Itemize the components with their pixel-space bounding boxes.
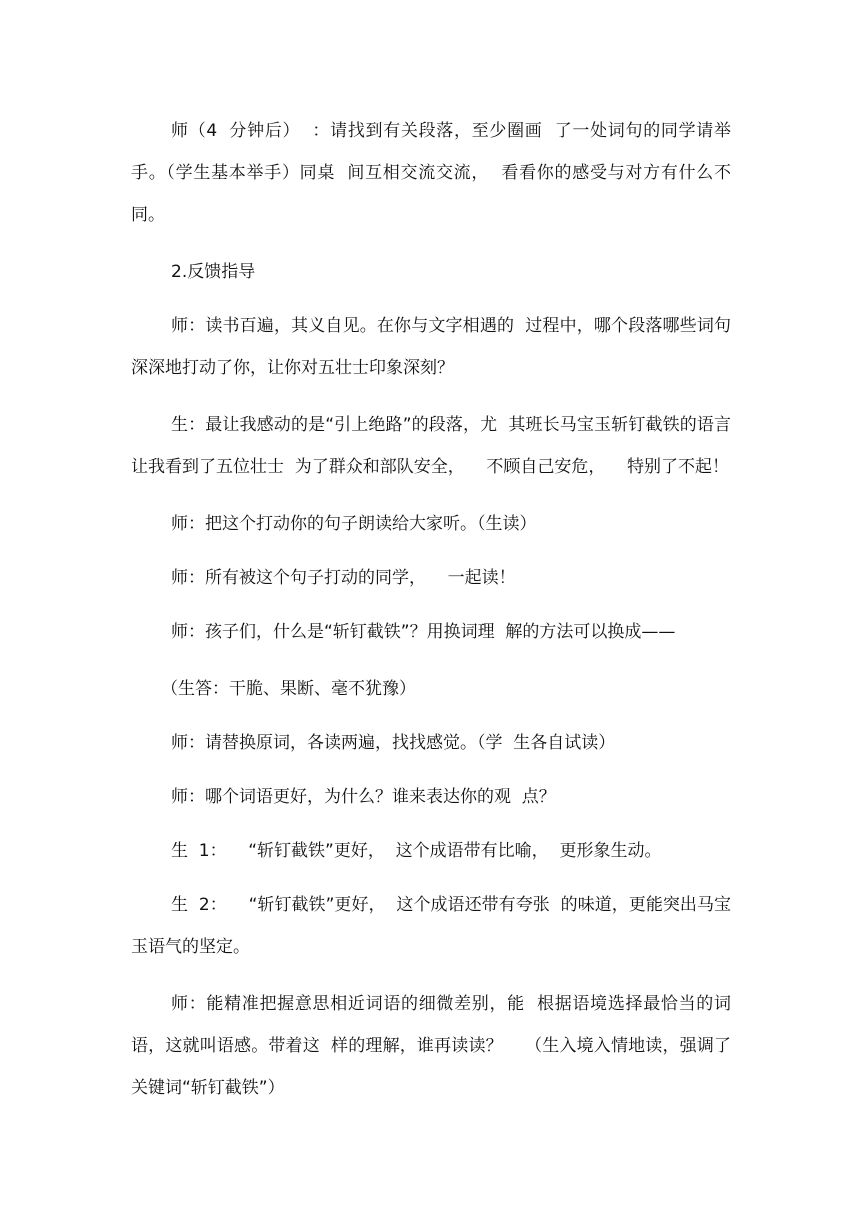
paragraph-word-meaning: 师：孩子们，什么是“斩钉截铁”？用换词理 解的方法可以换成—— <box>171 622 676 642</box>
document-body <box>131 110 753 1124</box>
paragraph-replace-words: 师：请替换原词，各读两遍，找找感觉。（学 生各自试读） <box>171 733 616 753</box>
paragraph-teacher-question: 师：读书百遍，其义自见。在你与文字相遇的 过程中，哪个段落哪些词句深深地打动了你，让你对五壮士印象深刻？ <box>131 316 731 378</box>
paragraph-student-answer: 生：最让我感动的是“引上绝路”的段落，尤 其班长马宝玉斩钉截铁的语言让我看到了五位壮士 为了群众和部队安全， 不顾自己安危， 特别了不起！ <box>131 415 731 477</box>
paragraph-student-synonyms: （生答：干脆、果断、毫不犹豫） <box>161 679 416 699</box>
paragraph-student-2: 生 2： “斩钉截铁”更好， 这个成语还带有夸张 的味道，更能突出马宝玉语气的坚定。 <box>131 895 731 957</box>
paragraph-read-aloud: 师：把这个打动你的句子朗读给大家听。（生读） <box>171 514 537 534</box>
paragraph-teacher-instruction: 师（4 分钟后） ：请找到有关段落，至少圈画 了一处词句的同学请举手。（学生基本举手）同桌 间互相交流交流， 看看你的感受与对方有什么不同。 <box>131 121 731 225</box>
section-heading-feedback: 2.反馈指导 <box>171 262 256 282</box>
paragraph-language-sense: 师：能精准把握意思相近词语的细微差别，能 根据语境选择最恰当的词语，这就叫语感。带着这 样的理解，谁再读读？ （生入境入情地读，强调了 关键词“斩钉截铁”） <box>131 994 753 1098</box>
paragraph-which-better: 师：哪个词语更好，为什么？谁来表达你的观 点？ <box>171 787 556 807</box>
paragraph-read-together: 师：所有被这个句子打动的同学， 一起读！ <box>171 568 516 588</box>
paragraph-student-1: 生 1： “斩钉截铁”更好， 这个成语带有比喻， 更形象生动。 <box>171 841 662 861</box>
